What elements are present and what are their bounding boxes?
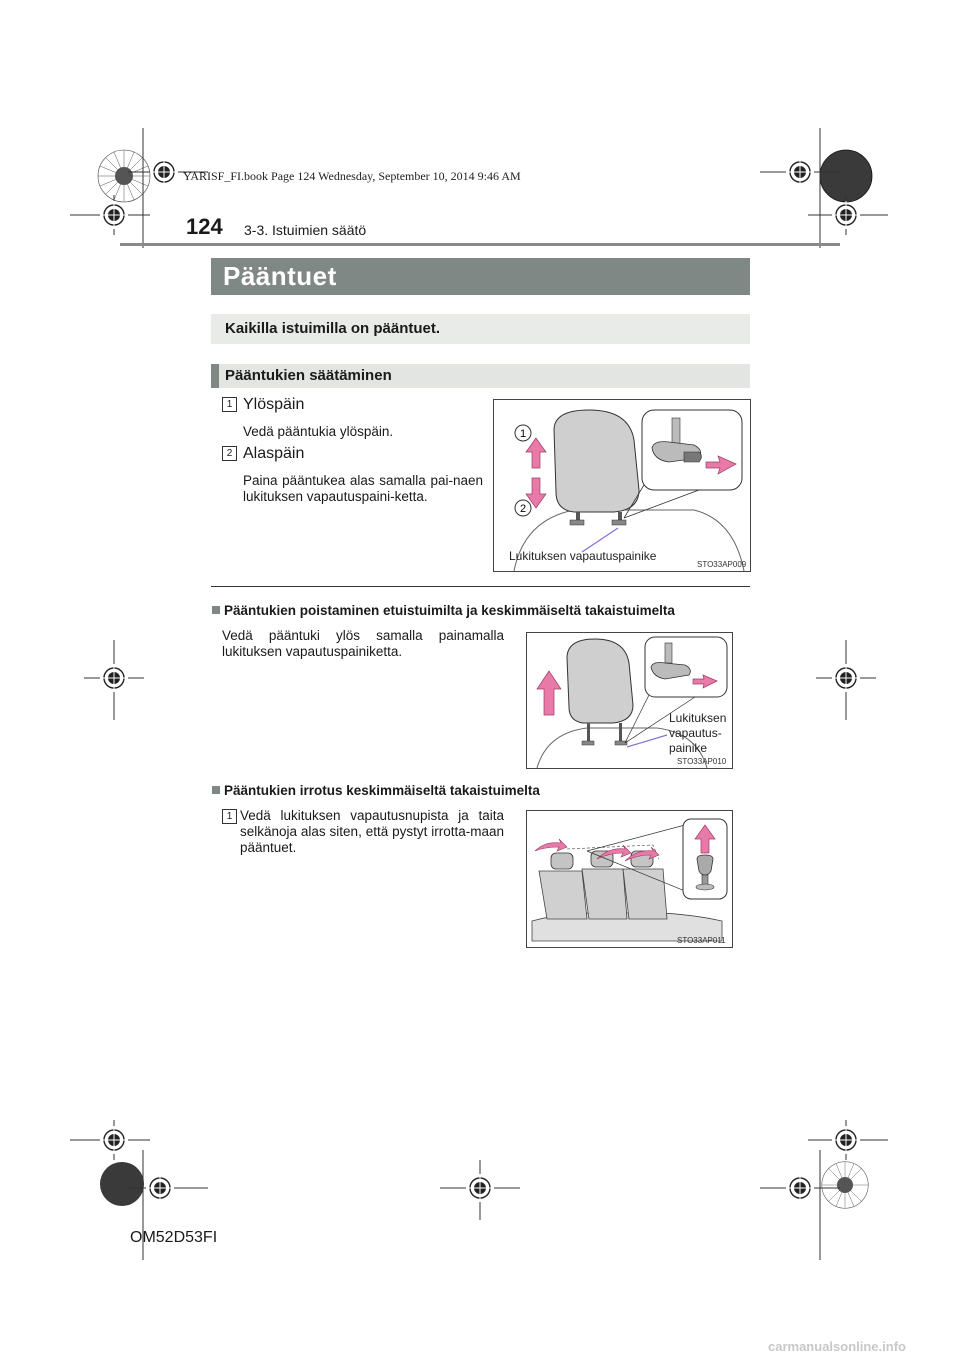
intro-box: Kaikilla istuimilla on pääntuet. bbox=[211, 314, 750, 344]
crosshair-mark-bottom-center bbox=[440, 1160, 520, 1220]
bullet-square-icon bbox=[212, 606, 220, 614]
section-divider bbox=[211, 586, 750, 587]
figure-1-label: Lukituksen vapautuspainike bbox=[509, 549, 657, 563]
print-info: YARISF_FI.book Page 124 Wednesday, September 10, 2014 9:46 AM bbox=[183, 169, 521, 183]
figure-2-label-line-2: vapautus- bbox=[669, 726, 722, 740]
figure-2-code: STO33AP010 bbox=[677, 757, 727, 766]
step-title-down: Alaspäin bbox=[243, 445, 305, 462]
adjust-heading: Pääntukien säätäminen bbox=[211, 364, 750, 388]
figure-headrest-remove-front bbox=[526, 632, 733, 769]
headrest-adjust-illustration bbox=[494, 400, 750, 571]
figure-3-code: STO33AP011 bbox=[677, 936, 726, 945]
callout-1: 1 bbox=[519, 428, 527, 440]
figure-2-label-line-1: Lukituksen bbox=[669, 711, 727, 725]
step-badge-1: 1 bbox=[222, 397, 237, 412]
remove-front-heading-text: Pääntukien poistaminen etuistuimilta ja keskimmäiseltä takaistuimelta bbox=[224, 603, 675, 618]
rear-seat-illustration bbox=[527, 811, 732, 947]
figure-headrest-adjust bbox=[493, 399, 751, 572]
remove-center-heading bbox=[212, 783, 540, 798]
crosshair-mark-right-upper bbox=[808, 195, 888, 235]
footer-code: OM52D53FI bbox=[130, 1229, 218, 1246]
step-text-down: Paina pääntukea alas samalla pai-naen lukituksen vapautuspaini-ketta. bbox=[243, 473, 483, 504]
remove-front-text: Vedä pääntuki ylös samalla painamalla lukituksen vapautuspainiketta. bbox=[222, 628, 504, 659]
page-number: 124 bbox=[186, 214, 223, 239]
callout-2: 2 bbox=[519, 503, 527, 515]
crosshair-mark-bottom-right bbox=[760, 1150, 840, 1260]
step-text-up: Vedä pääntukia ylöspäin. bbox=[243, 424, 394, 439]
section-title: 3-3. Istuimien säätö bbox=[244, 222, 367, 238]
remove-center-heading-text: Pääntukien irrotus keskimmäiseltä takaistuimelta bbox=[224, 783, 540, 798]
figure-1-code: STO33AP009 bbox=[697, 560, 747, 569]
crosshair-mark-left-middle bbox=[84, 640, 144, 720]
figure-2-label-line-3: painike bbox=[669, 741, 708, 755]
remove-front-heading bbox=[212, 603, 675, 618]
page-title: Pääntuet bbox=[211, 258, 750, 295]
figure-rear-seat bbox=[526, 810, 733, 948]
bullet-square-icon bbox=[212, 786, 220, 794]
crosshair-mark-right-middle bbox=[816, 640, 876, 720]
step-title-up: Ylöspäin bbox=[243, 396, 305, 413]
step-badge-center-1: 1 bbox=[222, 809, 237, 824]
header-rule bbox=[120, 243, 840, 246]
watermark: carmanualsonline.info bbox=[768, 1339, 906, 1354]
step-badge-2: 2 bbox=[222, 446, 237, 461]
remove-center-text: Vedä lukituksen vapautusnupista ja taita selkänoja alas siten, että pystyt irrotta-maan pääntuet. bbox=[240, 808, 504, 855]
crosshair-mark-left-upper bbox=[70, 195, 150, 235]
